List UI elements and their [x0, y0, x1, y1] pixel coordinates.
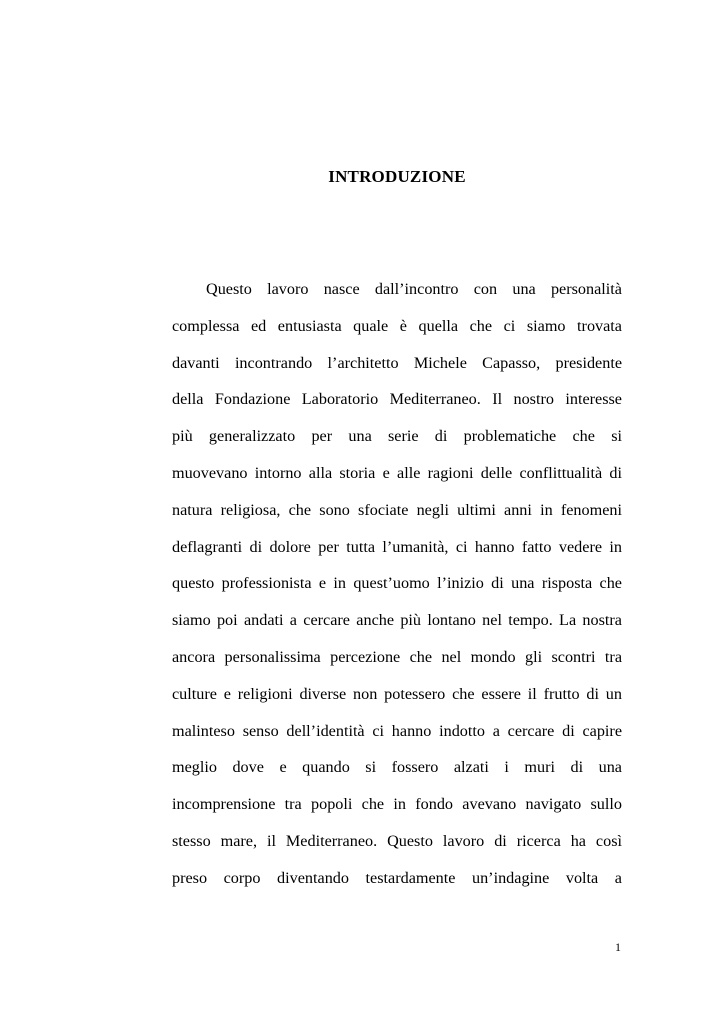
paragraph-line: siamo poi andati a cercare anche più lontano nel tempo. La nostra	[172, 611, 622, 630]
paragraph-line: preso corpo diventando testardamente un’indagine volta a	[172, 868, 622, 887]
paragraph-line: stesso mare, il Mediterraneo. Questo lavoro di ricerca ha così	[172, 831, 622, 850]
page-title: INTRODUZIONE	[328, 167, 466, 186]
paragraph-line: malinteso senso dell’identità ci hanno indotto a cercare di capire	[172, 721, 622, 740]
paragraph-line: complessa ed entusiasta quale è quella che ci siamo trovata	[172, 316, 622, 335]
paragraph-line: davanti incontrando l’architetto Michele Capasso, presidente	[172, 353, 622, 372]
paragraph-line: deflagranti di dolore per tutta l’umanità, ci hanno fatto vedere in	[172, 537, 622, 556]
body-paragraph	[172, 276, 622, 902]
paragraph-line: ancora personalissima percezione che nel mondo gli scontri tra	[172, 647, 622, 666]
paragraph-line: più generalizzato per una serie di problematiche che si	[172, 427, 622, 446]
paragraph-line: natura religiosa, che sono sfociate negli ultimi anni in fenomeni	[172, 500, 622, 519]
paragraph-line: culture e religioni diverse non potessero che essere il frutto di un	[172, 684, 622, 703]
paragraph-line: Questo lavoro nasce dall’incontro con una personalità	[206, 280, 622, 298]
paragraph-line: incomprensione tra popoli che in fondo avevano navigato sullo	[172, 795, 622, 814]
paragraph-line: muovevano intorno alla storia e alle ragioni delle conflittualità di	[172, 463, 622, 482]
page-number: 1	[615, 940, 621, 954]
paragraph-line: questo professionista e in quest’uomo l’inizio di una risposta che	[172, 574, 622, 593]
paragraph-line: della Fondazione Laboratorio Mediterraneo. Il nostro interesse	[172, 390, 622, 409]
paragraph-line: meglio dove e quando si fossero alzati i muri di una	[172, 758, 622, 777]
